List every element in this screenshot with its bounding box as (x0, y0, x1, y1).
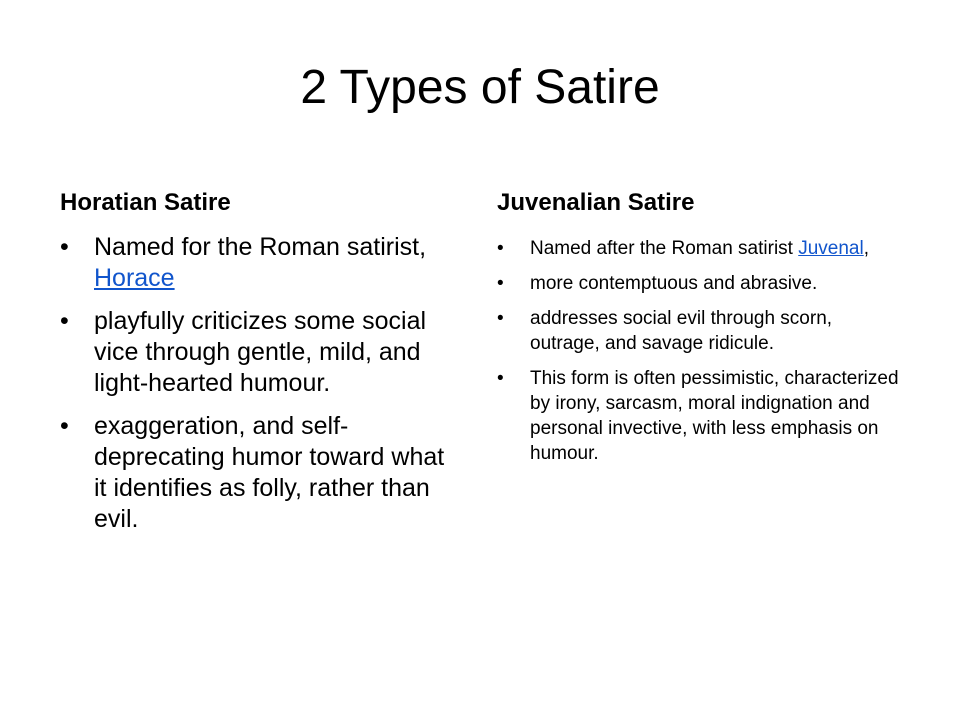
list-item (60, 411, 460, 535)
bullet-icon: • (60, 412, 69, 440)
bullet-text-punctuation: , (863, 238, 869, 259)
juvenalian-heading: Juvenalian Satire (497, 189, 695, 216)
bullet-icon: • (497, 273, 504, 294)
bullet-icon: • (60, 233, 69, 261)
bullet-text: more contemptuous and abrasive. (530, 273, 818, 294)
bullet-text: playfully criticizes some social vice through gentle, mild, and light-hearted humour. (94, 307, 427, 397)
slide-title: 2 Types of Satire (300, 61, 660, 114)
horace-link[interactable]: Horace (94, 264, 175, 292)
list-item (60, 306, 460, 399)
horatian-heading: Horatian Satire (60, 189, 231, 216)
bullet-icon: • (497, 238, 504, 259)
bullet-text: exaggeration, and self-deprecating humor toward what it identifies as folly, rather than evil. (94, 412, 445, 533)
bullet-text: This form is often pessimistic, characterized by irony, sarcasm, moral indignation and personal invective, with less emphasis on humour. (530, 368, 899, 464)
bullet-text: addresses social evil through scorn, outrage, and savage ridicule. (530, 308, 833, 354)
bullet-icon: • (497, 368, 504, 389)
list-item (497, 236, 902, 261)
list-item (497, 366, 902, 466)
horatian-column (60, 188, 460, 547)
juvenalian-column (497, 188, 902, 476)
juvenalian-bullet-list (497, 236, 902, 466)
juvenal-link[interactable]: Juvenal (798, 238, 864, 259)
horatian-bullet-list (60, 232, 460, 535)
list-item (497, 306, 902, 356)
bullet-icon: • (497, 308, 504, 329)
bullet-icon: • (60, 307, 69, 335)
bullet-text: Named for the Roman satirist, (94, 233, 427, 261)
bullet-text: Named after the Roman satirist (530, 238, 799, 259)
list-item (497, 271, 902, 296)
list-item (60, 232, 460, 294)
